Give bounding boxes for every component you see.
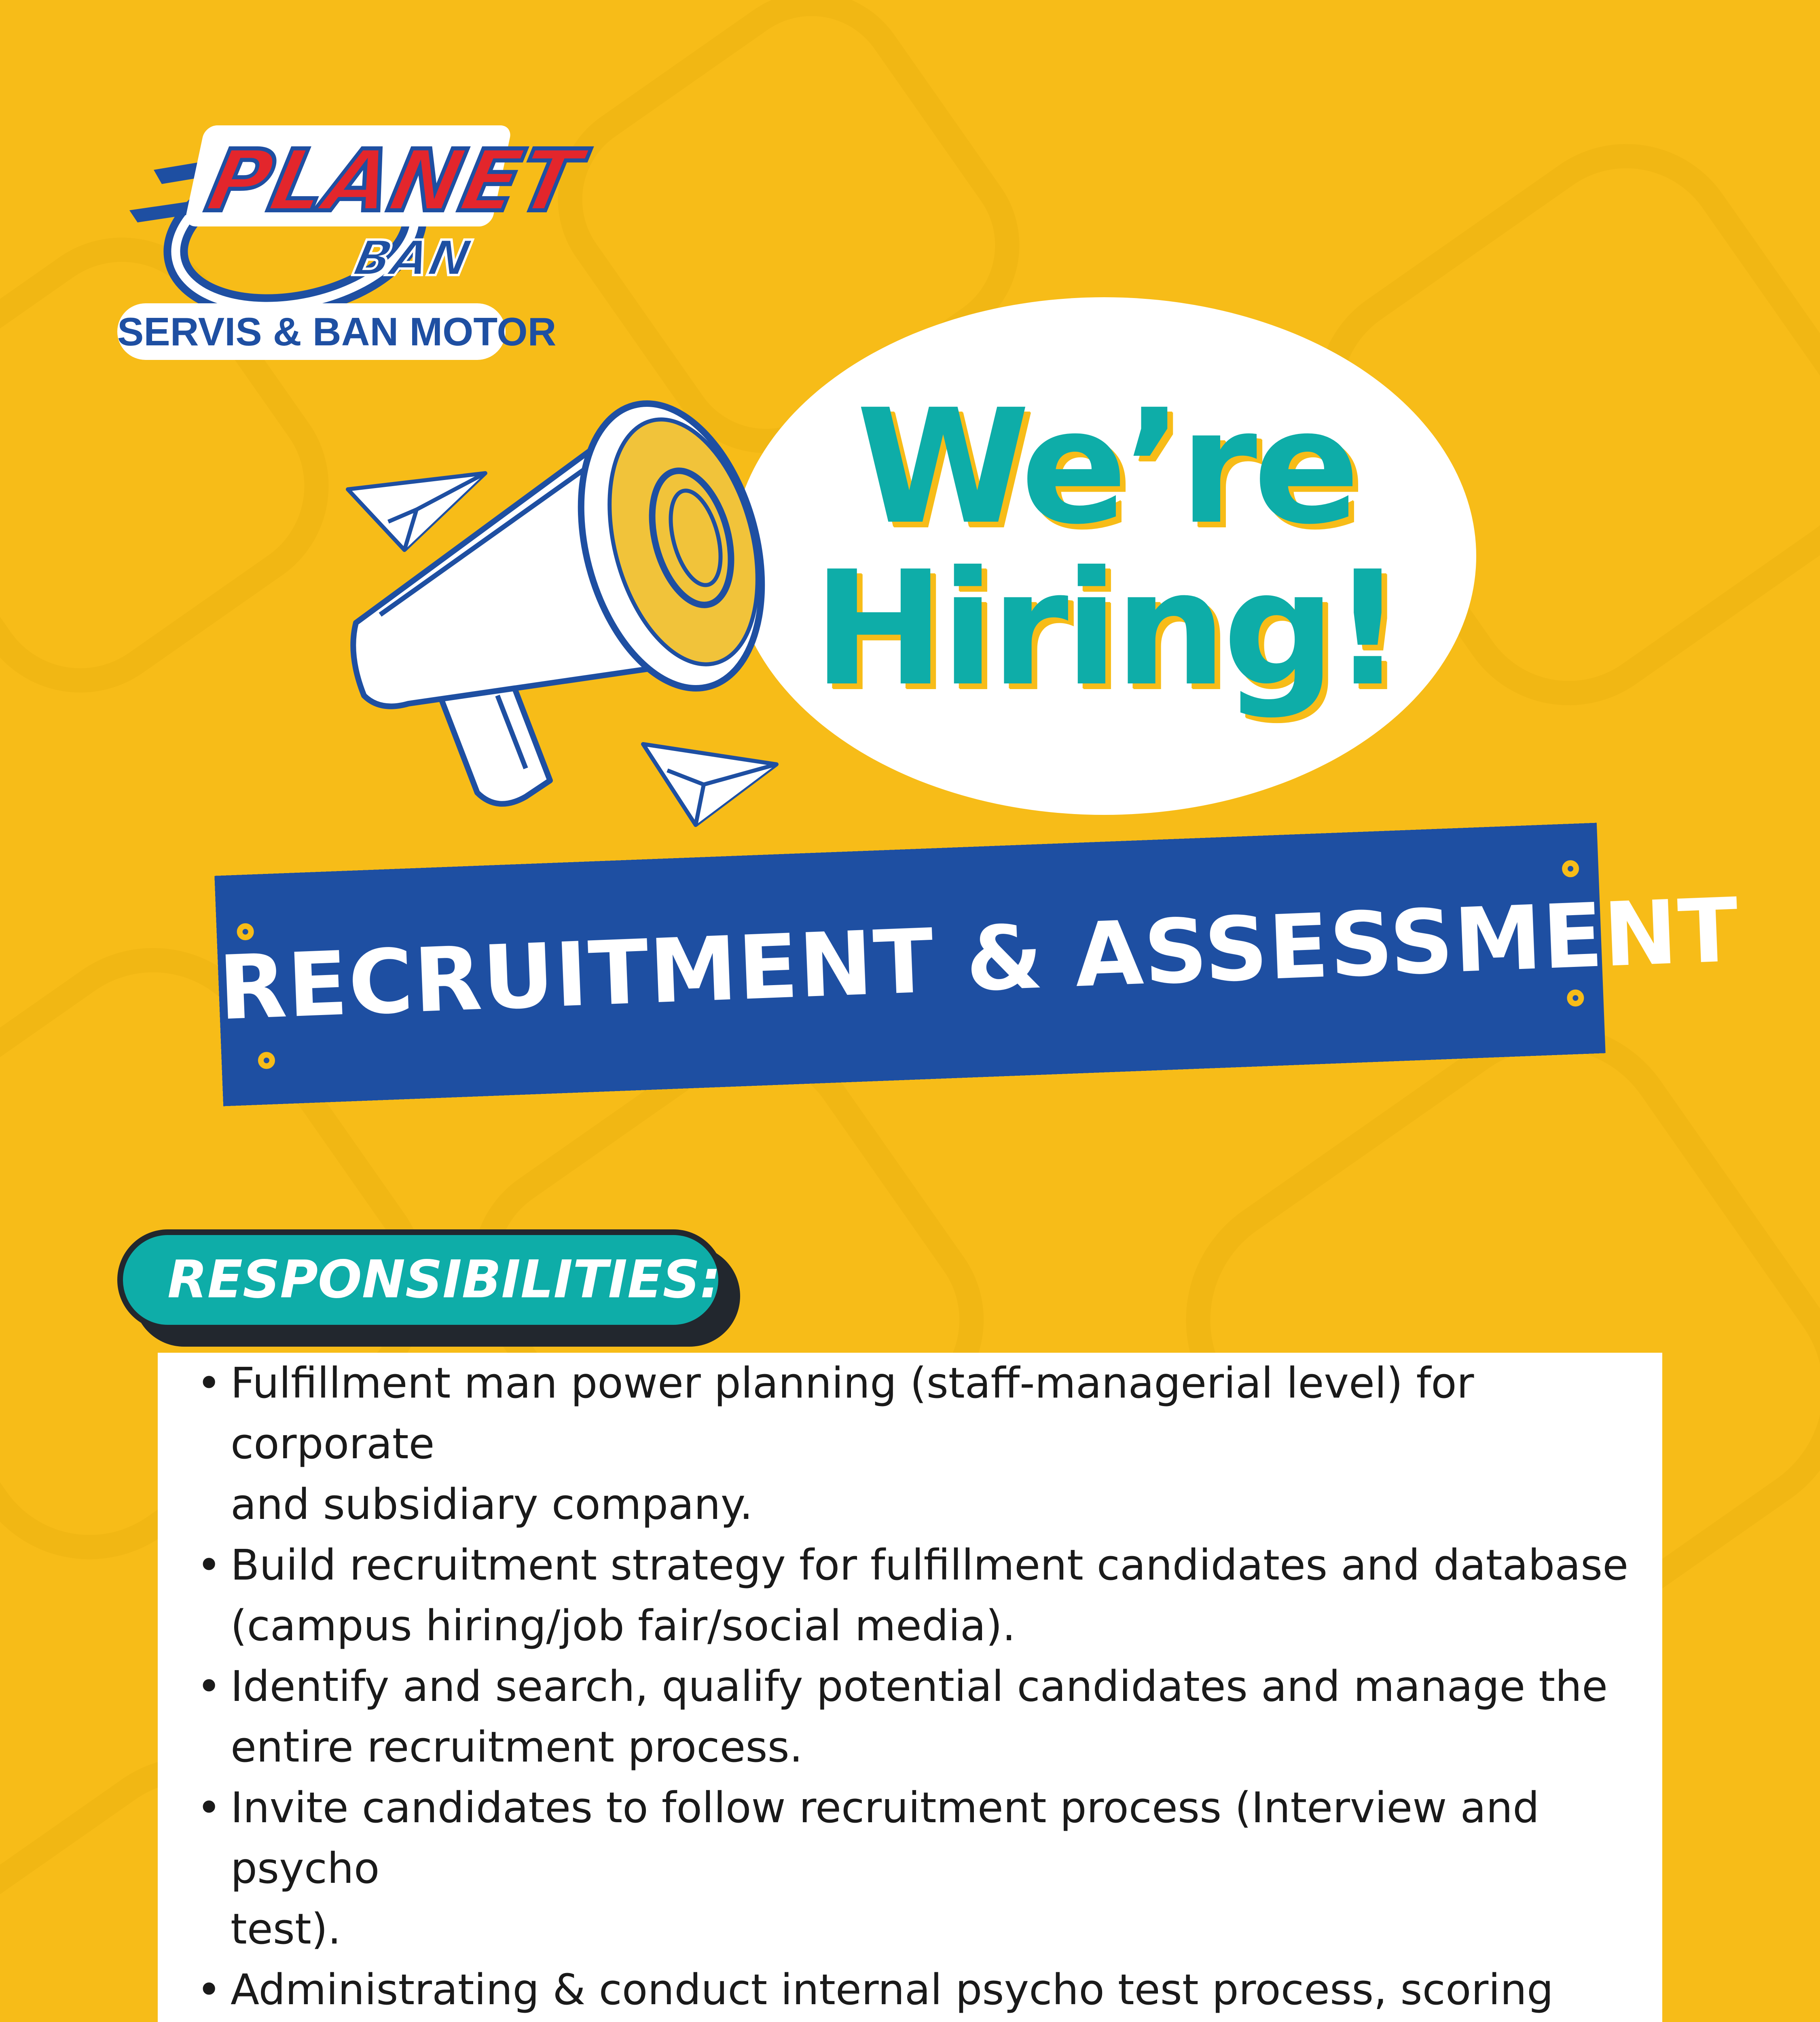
responsibilities-item: [182, 1535, 1638, 1656]
hiring-headline-line1: We’re: [856, 375, 1356, 559]
responsibilities-item-line: Administrating & conduct internal psycho test process, scoring: [231, 1965, 1554, 2014]
responsibilities-heading-pill: [117, 1229, 748, 1335]
responsibilities-item: [182, 1959, 1638, 2022]
megaphone-icon: [353, 383, 791, 804]
responsibilities-item: [182, 1777, 1638, 1959]
responsibilities-item-line: (campus hiring/job fair/social media).: [231, 1601, 1016, 1650]
position-title: RECRUITMENT & ASSESSMENT: [217, 879, 1741, 1040]
responsibilities-item-line: Build recruitment strategy for fulfillment candidates and database: [231, 1540, 1629, 1590]
hiring-headline-line2: Hiring!: [813, 537, 1400, 721]
responsibilities-item-line: Identify and search, qualify potential candidates and manage the: [231, 1662, 1608, 1711]
responsibilities-item-line: Invite candidates to follow recruitment process (Interview and psycho: [231, 1783, 1540, 1893]
responsibilities-item-line: Fulfillment man power planning (staff-managerial level) for corporate: [231, 1358, 1474, 1468]
responsibilities-item-line: entire recruitment process.: [231, 1722, 803, 1772]
responsibilities-list-box: [158, 1353, 1662, 2022]
hiring-headline: [748, 375, 1464, 728]
paper-plane-icon: [643, 744, 777, 825]
responsibilities-item-line: and subsidiary company.: [231, 1480, 753, 1529]
logo-word-ban: BAN: [349, 230, 476, 287]
responsibilities-list: [182, 1353, 1638, 2022]
logo-word-planet: PLANET: [199, 132, 589, 231]
responsibilities-item-line: test).: [231, 1904, 341, 1954]
logo-tagline: SERVIS & BAN MOTOR: [117, 303, 506, 360]
responsibilities-item: [182, 1656, 1638, 1777]
responsibilities-heading: RESPONSIBILITIES:: [117, 1229, 724, 1330]
paper-plane-icon: [348, 473, 485, 550]
responsibilities-item: [182, 1353, 1638, 1535]
